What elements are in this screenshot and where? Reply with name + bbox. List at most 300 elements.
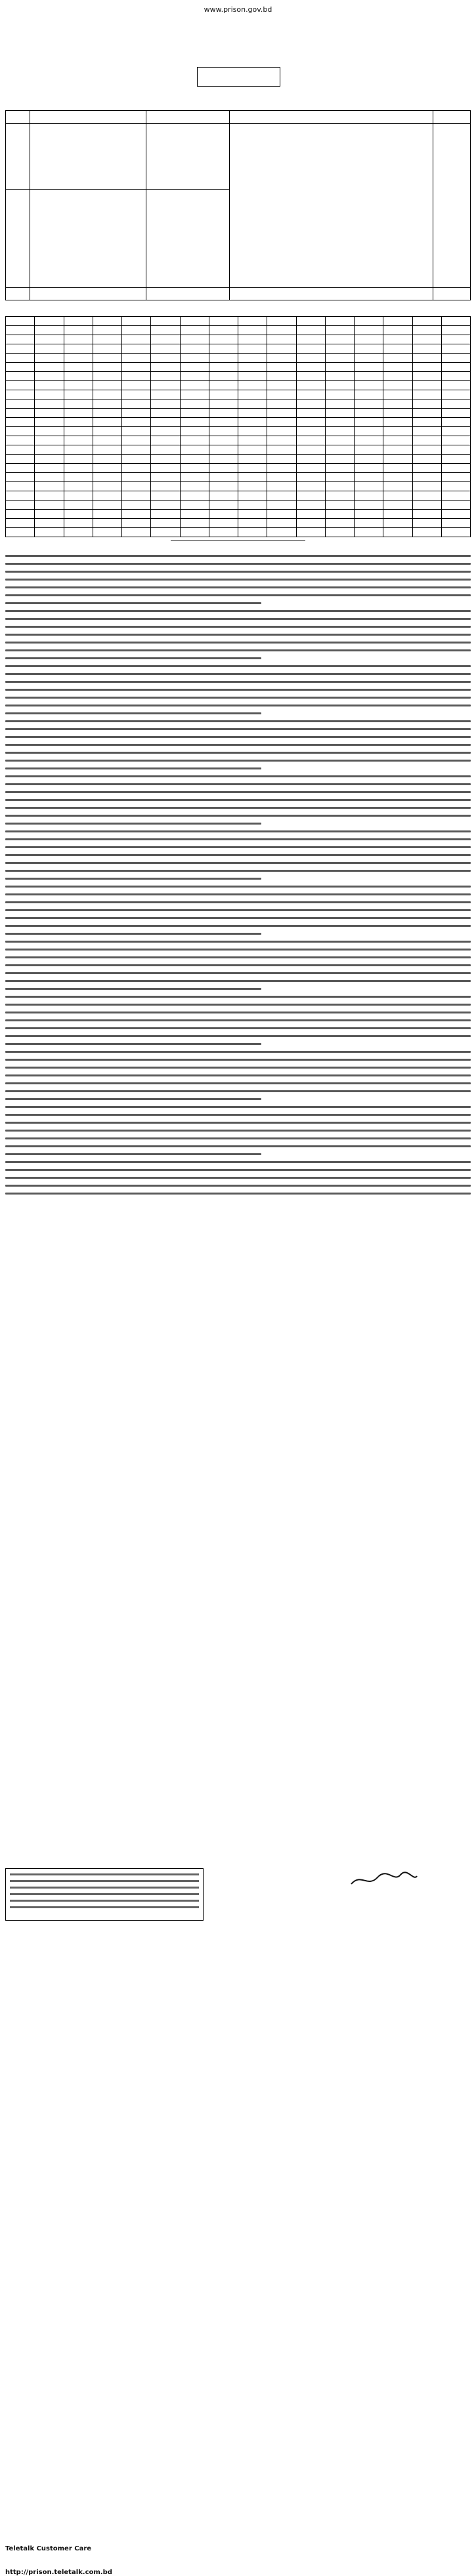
text-line-placeholder <box>5 1019 471 1021</box>
table-cell <box>325 418 354 427</box>
table-cell <box>6 418 35 427</box>
table-cell <box>412 491 441 501</box>
text-line-placeholder <box>5 1027 471 1029</box>
text-line-placeholder <box>5 673 471 675</box>
table-cell <box>122 455 151 464</box>
table-cell <box>441 344 470 354</box>
table-cell <box>93 409 121 418</box>
table-cell <box>267 344 296 354</box>
table-cell <box>64 427 93 436</box>
table-cell <box>441 464 470 473</box>
table-cell <box>93 445 121 455</box>
table-cell <box>64 491 93 501</box>
table-cell <box>441 381 470 390</box>
text-line-placeholder <box>5 1145 471 1147</box>
table-cell <box>441 363 470 372</box>
table-cell <box>209 427 238 436</box>
table-cell <box>355 409 383 418</box>
table-row <box>6 473 471 482</box>
table-cell <box>64 354 93 363</box>
table-cell <box>325 409 354 418</box>
table-cell <box>35 381 64 390</box>
table-cell <box>122 372 151 381</box>
table-cell <box>412 363 441 372</box>
table-cell <box>64 399 93 409</box>
table-cell <box>6 528 35 537</box>
table-cell <box>296 445 325 455</box>
text-line-placeholder <box>5 1106 471 1108</box>
table-cell <box>151 436 180 445</box>
table-cell <box>93 399 121 409</box>
table-cell <box>151 464 180 473</box>
table-cell <box>355 501 383 510</box>
table-cell <box>122 390 151 399</box>
table-cell <box>151 409 180 418</box>
table-cell <box>267 482 296 491</box>
table-cell <box>122 335 151 344</box>
text-line-placeholder <box>5 862 471 864</box>
text-line-placeholder <box>5 1185 471 1187</box>
table-cell <box>296 344 325 354</box>
table-cell <box>412 510 441 519</box>
table-cell <box>35 464 64 473</box>
table-cell <box>180 528 209 537</box>
text-line-placeholder <box>5 1035 471 1037</box>
table-cell <box>325 473 354 482</box>
col-header <box>146 111 230 124</box>
text-line-placeholder <box>5 1067 471 1069</box>
table-row <box>6 436 471 445</box>
table-cell <box>296 372 325 381</box>
text-line-placeholder <box>5 657 261 659</box>
table-cell <box>64 528 93 537</box>
text-line-placeholder <box>5 878 261 880</box>
table-cell <box>122 482 151 491</box>
teletalk-customer-care: Teletalk Customer Care <box>5 2545 92 2552</box>
table-cell <box>151 335 180 344</box>
table-cell <box>412 335 441 344</box>
table-cell <box>35 445 64 455</box>
table-cell <box>93 354 121 363</box>
table-cell <box>93 363 121 372</box>
table-cell <box>6 399 35 409</box>
table-cell <box>209 317 238 326</box>
table-cell <box>180 455 209 464</box>
table-cell <box>412 436 441 445</box>
table-cell <box>151 381 180 390</box>
text-line-placeholder <box>5 909 471 911</box>
table-row <box>6 344 471 354</box>
table-cell <box>296 390 325 399</box>
table-cell <box>6 473 35 482</box>
table-cell <box>93 317 121 326</box>
table-cell <box>441 519 470 528</box>
table-cell <box>325 372 354 381</box>
table-cell <box>209 409 238 418</box>
text-line-placeholder <box>5 1012 471 1013</box>
vacancy-table <box>5 110 471 300</box>
text-line-placeholder <box>5 972 471 974</box>
text-line-placeholder <box>5 925 471 927</box>
table-cell <box>122 409 151 418</box>
col-header <box>6 111 30 124</box>
table-cell <box>355 354 383 363</box>
total-row <box>6 287 471 300</box>
table-cell <box>325 427 354 436</box>
text-line-placeholder <box>5 1137 471 1139</box>
table-cell <box>355 418 383 427</box>
text-line-placeholder <box>5 1098 261 1100</box>
text-line-placeholder <box>5 712 261 714</box>
table-cell <box>355 326 383 335</box>
table-cell <box>441 409 470 418</box>
table-cell <box>180 372 209 381</box>
cell-post <box>30 189 146 287</box>
table-cell <box>325 399 354 409</box>
table-cell <box>296 510 325 519</box>
table-cell <box>151 528 180 537</box>
table-cell <box>64 501 93 510</box>
table-cell <box>6 482 35 491</box>
table-cell <box>267 390 296 399</box>
text-line-placeholder <box>5 799 471 801</box>
table-cell <box>93 491 121 501</box>
table-cell <box>325 464 354 473</box>
table-cell <box>355 455 383 464</box>
footer-note-box <box>5 1868 204 1921</box>
table-cell <box>238 528 267 537</box>
table-cell <box>267 445 296 455</box>
table-cell <box>296 491 325 501</box>
table-cell <box>151 482 180 491</box>
header <box>0 5 476 14</box>
text-line-placeholder <box>5 1082 471 1084</box>
table-cell <box>325 510 354 519</box>
table-cell <box>383 399 412 409</box>
table-cell <box>296 436 325 445</box>
table-cell <box>355 464 383 473</box>
table-cell <box>325 354 354 363</box>
table-cell <box>35 528 64 537</box>
table-cell <box>93 436 121 445</box>
table-cell <box>64 326 93 335</box>
table-cell <box>64 335 93 344</box>
table-cell <box>441 335 470 344</box>
table-cell <box>151 455 180 464</box>
table-cell <box>180 482 209 491</box>
table-cell <box>267 455 296 464</box>
cell-sl <box>6 123 30 189</box>
table-cell <box>412 464 441 473</box>
table-row <box>6 519 471 528</box>
table-cell <box>151 399 180 409</box>
text-line-placeholder <box>5 1153 261 1155</box>
table-cell <box>93 381 121 390</box>
table-cell <box>441 427 470 436</box>
table-cell <box>267 473 296 482</box>
table-cell <box>35 473 64 482</box>
table-cell <box>412 519 441 528</box>
table-cell <box>93 372 121 381</box>
text-line-placeholder <box>5 980 471 982</box>
table-cell <box>64 473 93 482</box>
table-cell <box>209 528 238 537</box>
table-cell <box>383 473 412 482</box>
table-cell <box>383 326 412 335</box>
table-cell <box>296 473 325 482</box>
text-line-placeholder <box>5 1090 471 1092</box>
table-cell <box>6 354 35 363</box>
table-cell <box>35 326 64 335</box>
text-line-placeholder <box>5 949 471 951</box>
table-cell <box>441 473 470 482</box>
table-cell <box>267 354 296 363</box>
table-cell <box>151 473 180 482</box>
table-cell <box>296 326 325 335</box>
table-row <box>6 455 471 464</box>
text-line-placeholder <box>5 752 471 754</box>
table-cell <box>412 399 441 409</box>
text-line-placeholder <box>5 1114 471 1116</box>
table-cell <box>6 427 35 436</box>
table-cell <box>296 482 325 491</box>
table-cell <box>122 510 151 519</box>
table-cell <box>383 372 412 381</box>
table-cell <box>238 418 267 427</box>
table-cell <box>267 363 296 372</box>
table-cell <box>180 427 209 436</box>
table-cell <box>35 317 64 326</box>
text-line-placeholder <box>5 594 471 596</box>
text-line-placeholder <box>5 988 261 990</box>
table-cell <box>6 344 35 354</box>
text-line-placeholder <box>5 956 471 958</box>
table-row <box>6 418 471 427</box>
table-cell <box>325 519 354 528</box>
text-line-placeholder <box>5 933 261 935</box>
table-cell <box>209 445 238 455</box>
table-row <box>6 354 471 363</box>
text-line-placeholder <box>5 807 471 809</box>
text-line-placeholder <box>5 1043 261 1045</box>
table-cell <box>122 363 151 372</box>
table-row <box>6 123 471 189</box>
table-cell <box>151 326 180 335</box>
table-cell <box>6 381 35 390</box>
text-line-placeholder <box>5 1161 471 1163</box>
text-line-placeholder <box>5 634 471 636</box>
table-cell <box>151 501 180 510</box>
table-cell <box>441 399 470 409</box>
table-cell <box>296 519 325 528</box>
table-cell <box>296 409 325 418</box>
table-cell <box>238 326 267 335</box>
table-cell <box>412 473 441 482</box>
table-cell <box>6 455 35 464</box>
text-line-placeholder <box>5 815 471 817</box>
table-cell <box>412 354 441 363</box>
table-cell <box>180 344 209 354</box>
table-cell <box>325 390 354 399</box>
table-cell <box>383 464 412 473</box>
text-line-placeholder <box>5 649 471 651</box>
table-row <box>6 390 471 399</box>
table-cell <box>180 390 209 399</box>
text-line-placeholder <box>5 563 471 565</box>
table-cell <box>238 427 267 436</box>
table-cell <box>441 436 470 445</box>
table-cell <box>180 445 209 455</box>
table-cell <box>6 363 35 372</box>
table-cell <box>180 464 209 473</box>
table-cell <box>122 501 151 510</box>
table-cell <box>35 491 64 501</box>
text-line-placeholder <box>5 697 471 699</box>
table-cell <box>355 519 383 528</box>
cell-sl <box>6 189 30 287</box>
table-cell <box>325 436 354 445</box>
text-line-placeholder <box>5 941 471 943</box>
table-cell <box>6 519 35 528</box>
table-cell <box>151 418 180 427</box>
table-cell <box>383 418 412 427</box>
table-cell <box>35 335 64 344</box>
table-cell <box>180 335 209 344</box>
table-cell <box>238 491 267 501</box>
table-cell <box>441 501 470 510</box>
text-line-placeholder <box>5 1004 471 1006</box>
table-cell <box>441 455 470 464</box>
table-cell <box>122 491 151 501</box>
table-cell <box>180 354 209 363</box>
table-cell <box>180 418 209 427</box>
table-cell <box>325 381 354 390</box>
table-cell <box>412 445 441 455</box>
table-cell <box>209 399 238 409</box>
table-cell <box>64 510 93 519</box>
table-cell <box>355 372 383 381</box>
total-value <box>146 287 230 300</box>
table-cell <box>441 317 470 326</box>
table-cell <box>238 317 267 326</box>
text-line-placeholder <box>5 610 471 612</box>
table-cell <box>296 399 325 409</box>
table-cell <box>383 363 412 372</box>
table-cell <box>209 473 238 482</box>
website-link[interactable]: www.prison.gov.bd <box>204 5 272 14</box>
col-header <box>433 111 471 124</box>
table-cell <box>35 436 64 445</box>
table-cell <box>238 372 267 381</box>
table-cell <box>383 436 412 445</box>
table-cell <box>122 399 151 409</box>
table-cell <box>122 528 151 537</box>
table-row <box>6 399 471 409</box>
table-cell <box>151 390 180 399</box>
table-cell <box>267 326 296 335</box>
table-cell <box>64 344 93 354</box>
table-cell <box>122 381 151 390</box>
text-line-placeholder <box>5 1177 471 1179</box>
table-cell <box>6 317 35 326</box>
table-cell <box>412 501 441 510</box>
table-cell <box>6 510 35 519</box>
table-cell <box>412 381 441 390</box>
table-row <box>6 501 471 510</box>
table-cell <box>238 344 267 354</box>
table-cell <box>151 427 180 436</box>
table-cell <box>209 363 238 372</box>
table-cell <box>6 335 35 344</box>
table-cell <box>296 354 325 363</box>
table-cell <box>267 464 296 473</box>
table-cell <box>325 482 354 491</box>
table-cell <box>296 381 325 390</box>
table-cell <box>122 436 151 445</box>
table-cell <box>93 519 121 528</box>
table-cell <box>151 363 180 372</box>
table-cell <box>267 372 296 381</box>
table-cell <box>64 418 93 427</box>
table-cell <box>238 335 267 344</box>
text-line-placeholder <box>5 893 471 895</box>
table-cell <box>325 528 354 537</box>
table-cell <box>180 317 209 326</box>
table-cell <box>325 363 354 372</box>
text-line-placeholder <box>5 555 471 557</box>
table-cell <box>412 326 441 335</box>
table-cell <box>355 491 383 501</box>
table-cell <box>35 390 64 399</box>
cell-remark <box>433 123 471 287</box>
table-cell <box>296 528 325 537</box>
table-cell <box>412 344 441 354</box>
table-cell <box>325 445 354 455</box>
table-cell <box>6 445 35 455</box>
table-cell <box>209 519 238 528</box>
table-cell <box>267 427 296 436</box>
table-cell <box>209 436 238 445</box>
table-cell <box>412 409 441 418</box>
table-cell <box>238 399 267 409</box>
table-cell <box>296 335 325 344</box>
table-cell <box>238 473 267 482</box>
table-cell <box>238 354 267 363</box>
table-cell <box>412 372 441 381</box>
table-cell <box>238 445 267 455</box>
table-cell <box>64 381 93 390</box>
table-cell <box>122 317 151 326</box>
table-cell <box>64 464 93 473</box>
table-cell <box>35 354 64 363</box>
table-cell <box>35 409 64 418</box>
text-line-placeholder <box>5 783 471 785</box>
text-line-placeholder <box>5 1122 471 1124</box>
table-cell <box>6 326 35 335</box>
table-cell <box>64 372 93 381</box>
table-cell <box>6 501 35 510</box>
table-cell <box>64 482 93 491</box>
online-site-link[interactable]: http://prison.teletalk.com.bd <box>5 2569 112 2576</box>
table-cell <box>64 317 93 326</box>
text-line-placeholder <box>5 736 471 738</box>
table-cell <box>35 418 64 427</box>
table-cell <box>355 510 383 519</box>
table-cell <box>151 354 180 363</box>
table-cell <box>209 390 238 399</box>
table-cell <box>441 372 470 381</box>
table-cell <box>441 326 470 335</box>
